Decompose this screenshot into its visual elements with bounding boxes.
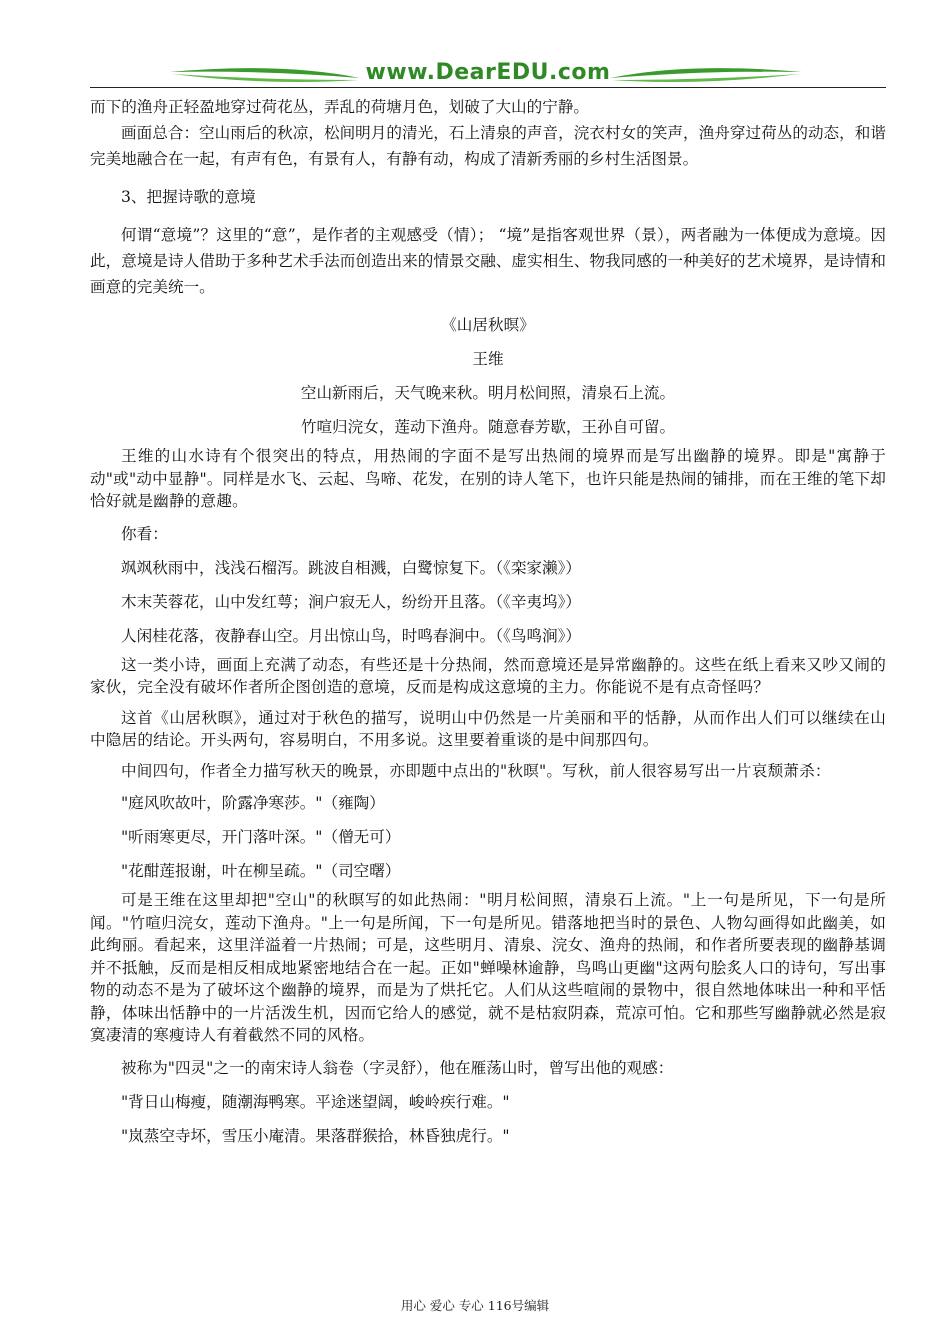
header-divider [90, 87, 886, 88]
paragraph: 被称为"四灵"之一的南宋诗人翁卷（字灵舒），他在雁荡山时，曾写出他的观感： [121, 1058, 674, 1077]
poem-line: 竹喧归浣女，莲动下渔舟。随意春芳歇，王孙自可留。 [300, 418, 676, 436]
quoted-verse: "花酣莲报谢，叶在柳呈疏。"（司空曙） [121, 862, 401, 880]
poem-line: 空山新雨后，天气晚来秋。明月松间照，清泉石上流。 [300, 384, 676, 402]
quoted-poem: 人闲桂花落，夜静春山空。月出惊山鸟，时鸣春涧中。（《鸟鸣涧》） [121, 626, 582, 645]
paragraph: 你看： [121, 524, 168, 543]
poem-title: 《山居秋暝》 [441, 316, 535, 334]
quoted-verse: "背日山梅瘦，随潮海鸭寒。平途迷望阔，峻岭疾行难。" [121, 1092, 510, 1111]
site-name: www.DearEDU.com [365, 60, 611, 85]
paragraph: 而下的渔舟正轻盈地穿过荷花丛，弄乱的荷塘月色，划破了大山的宁静。 [90, 98, 590, 116]
quoted-verse: "庭风吹故叶，阶露净寒莎。"（雍陶） [121, 794, 385, 812]
page-header [90, 56, 886, 90]
quoted-poem: 飒飒秋雨中，浅浅石榴泻。跳波自相溅，白鹭惊复下。（《栾家濑》） [121, 558, 582, 577]
poem-author: 王维 [472, 350, 504, 368]
quoted-verse: "听雨寒更尽，开门落叶深。"（僧无可） [121, 828, 401, 846]
paragraph-summary: 画面总合：空山雨后的秋凉，松间明月的清光，石上清泉的声音，浣衣村女的笑声，渔舟穿过荷丛的动态，和谐完美地融合在一起，有声有色，有景有人，有静有动，构成了清新秀丽的乡村生活图景。 [90, 124, 886, 168]
page-footer: 用心 爱心 专心 116号编辑 [400, 1298, 550, 1313]
paragraph: 可是王维在这里却把"空山"的秋暝写的如此热闹："明月松间照，清泉石上流。"上一句是所见，下一句是所闻。"竹喧归浣女，莲动下渔舟。"上一句是所闻，下一句是所见。错落地把当时的景色、人物勾画得如此幽美，如此绚丽。看起来，这里洋溢着一片热闹；可是，这些明月、清泉、浣女、渔舟的热闹，和作者所要表现的幽静基调并不抵触，反而是相反相成地紧密地结合在一起。正如"蝉噪林逾静，鸟鸣山更幽"这两句脍炙人口的诗句，写出事物的动态不是为了破坏这个幽静的境界，而是为了烘托它。人们从这些喧闹的景物中，很自然地体味出一种和平恬静，体味出恬静中的一片活泼生机，因而它给人的感觉，就不是枯寂阴森，荒凉可怕。它和那些写幽静就必然是寂寞凄清的寒瘦诗人有着截然不同的风格。 [90, 891, 886, 1044]
paragraph: 王维的山水诗有个很突出的特点，用热闹的字面不是写出热闹的境界而是写出幽静的境界。即是"寓静于动"或"动中显静"。同样是水飞、云起、鸟啼、花发，在别的诗人笔下，也许只能是热闹的铺排，而在王维的笔下却恰好就是幽静的意趣。 [90, 447, 887, 510]
quoted-poem: 木末芙蓉花，山中发红萼；涧户寂无人，纷纷开且落。（《辛夷坞》） [121, 592, 582, 611]
document-body [90, 94, 886, 1149]
paragraph: 中间四句，作者全力描写秋天的晚景，亦即题中点出的"秋暝"。写秋，前人很容易写出一片哀颓萧杀： [121, 761, 831, 780]
paragraph-definition: 何谓“意境”？这里的“意”，是作者的主观感受（情）； “境”是指客观世界（景），两者融为一体便成为意境。因此，意境是诗人借助于多种艺术手法而创造出来的情景交融、虚实相生、物我同感的一种美好的艺术境界，是诗情和画意的完美统一。 [90, 226, 886, 296]
paragraph: 这一类小诗，画面上充满了动态，有些还是十分热闹，然而意境还是异常幽静的。这些在纸上看来又吵又闹的家伙，完全没有破坏作者所企图创造的意境，反而是构成这意境的主力。你能说不是有点奇怪吗？ [90, 655, 886, 696]
quoted-verse: "岚蒸空寺坏，雪压小庵清。果落群猴拾，林昏独虎行。" [121, 1126, 510, 1145]
section-heading: 3、把握诗歌的意境 [121, 188, 256, 206]
paragraph: 这首《山居秋暝》，通过对于秋色的描写，说明山中仍然是一片美丽和平的恬静，从而作出人们可以继续在山中隐居的结论。开头两句，容易明白，不用多说。这里要着重谈的是中间那四句。 [90, 708, 886, 749]
